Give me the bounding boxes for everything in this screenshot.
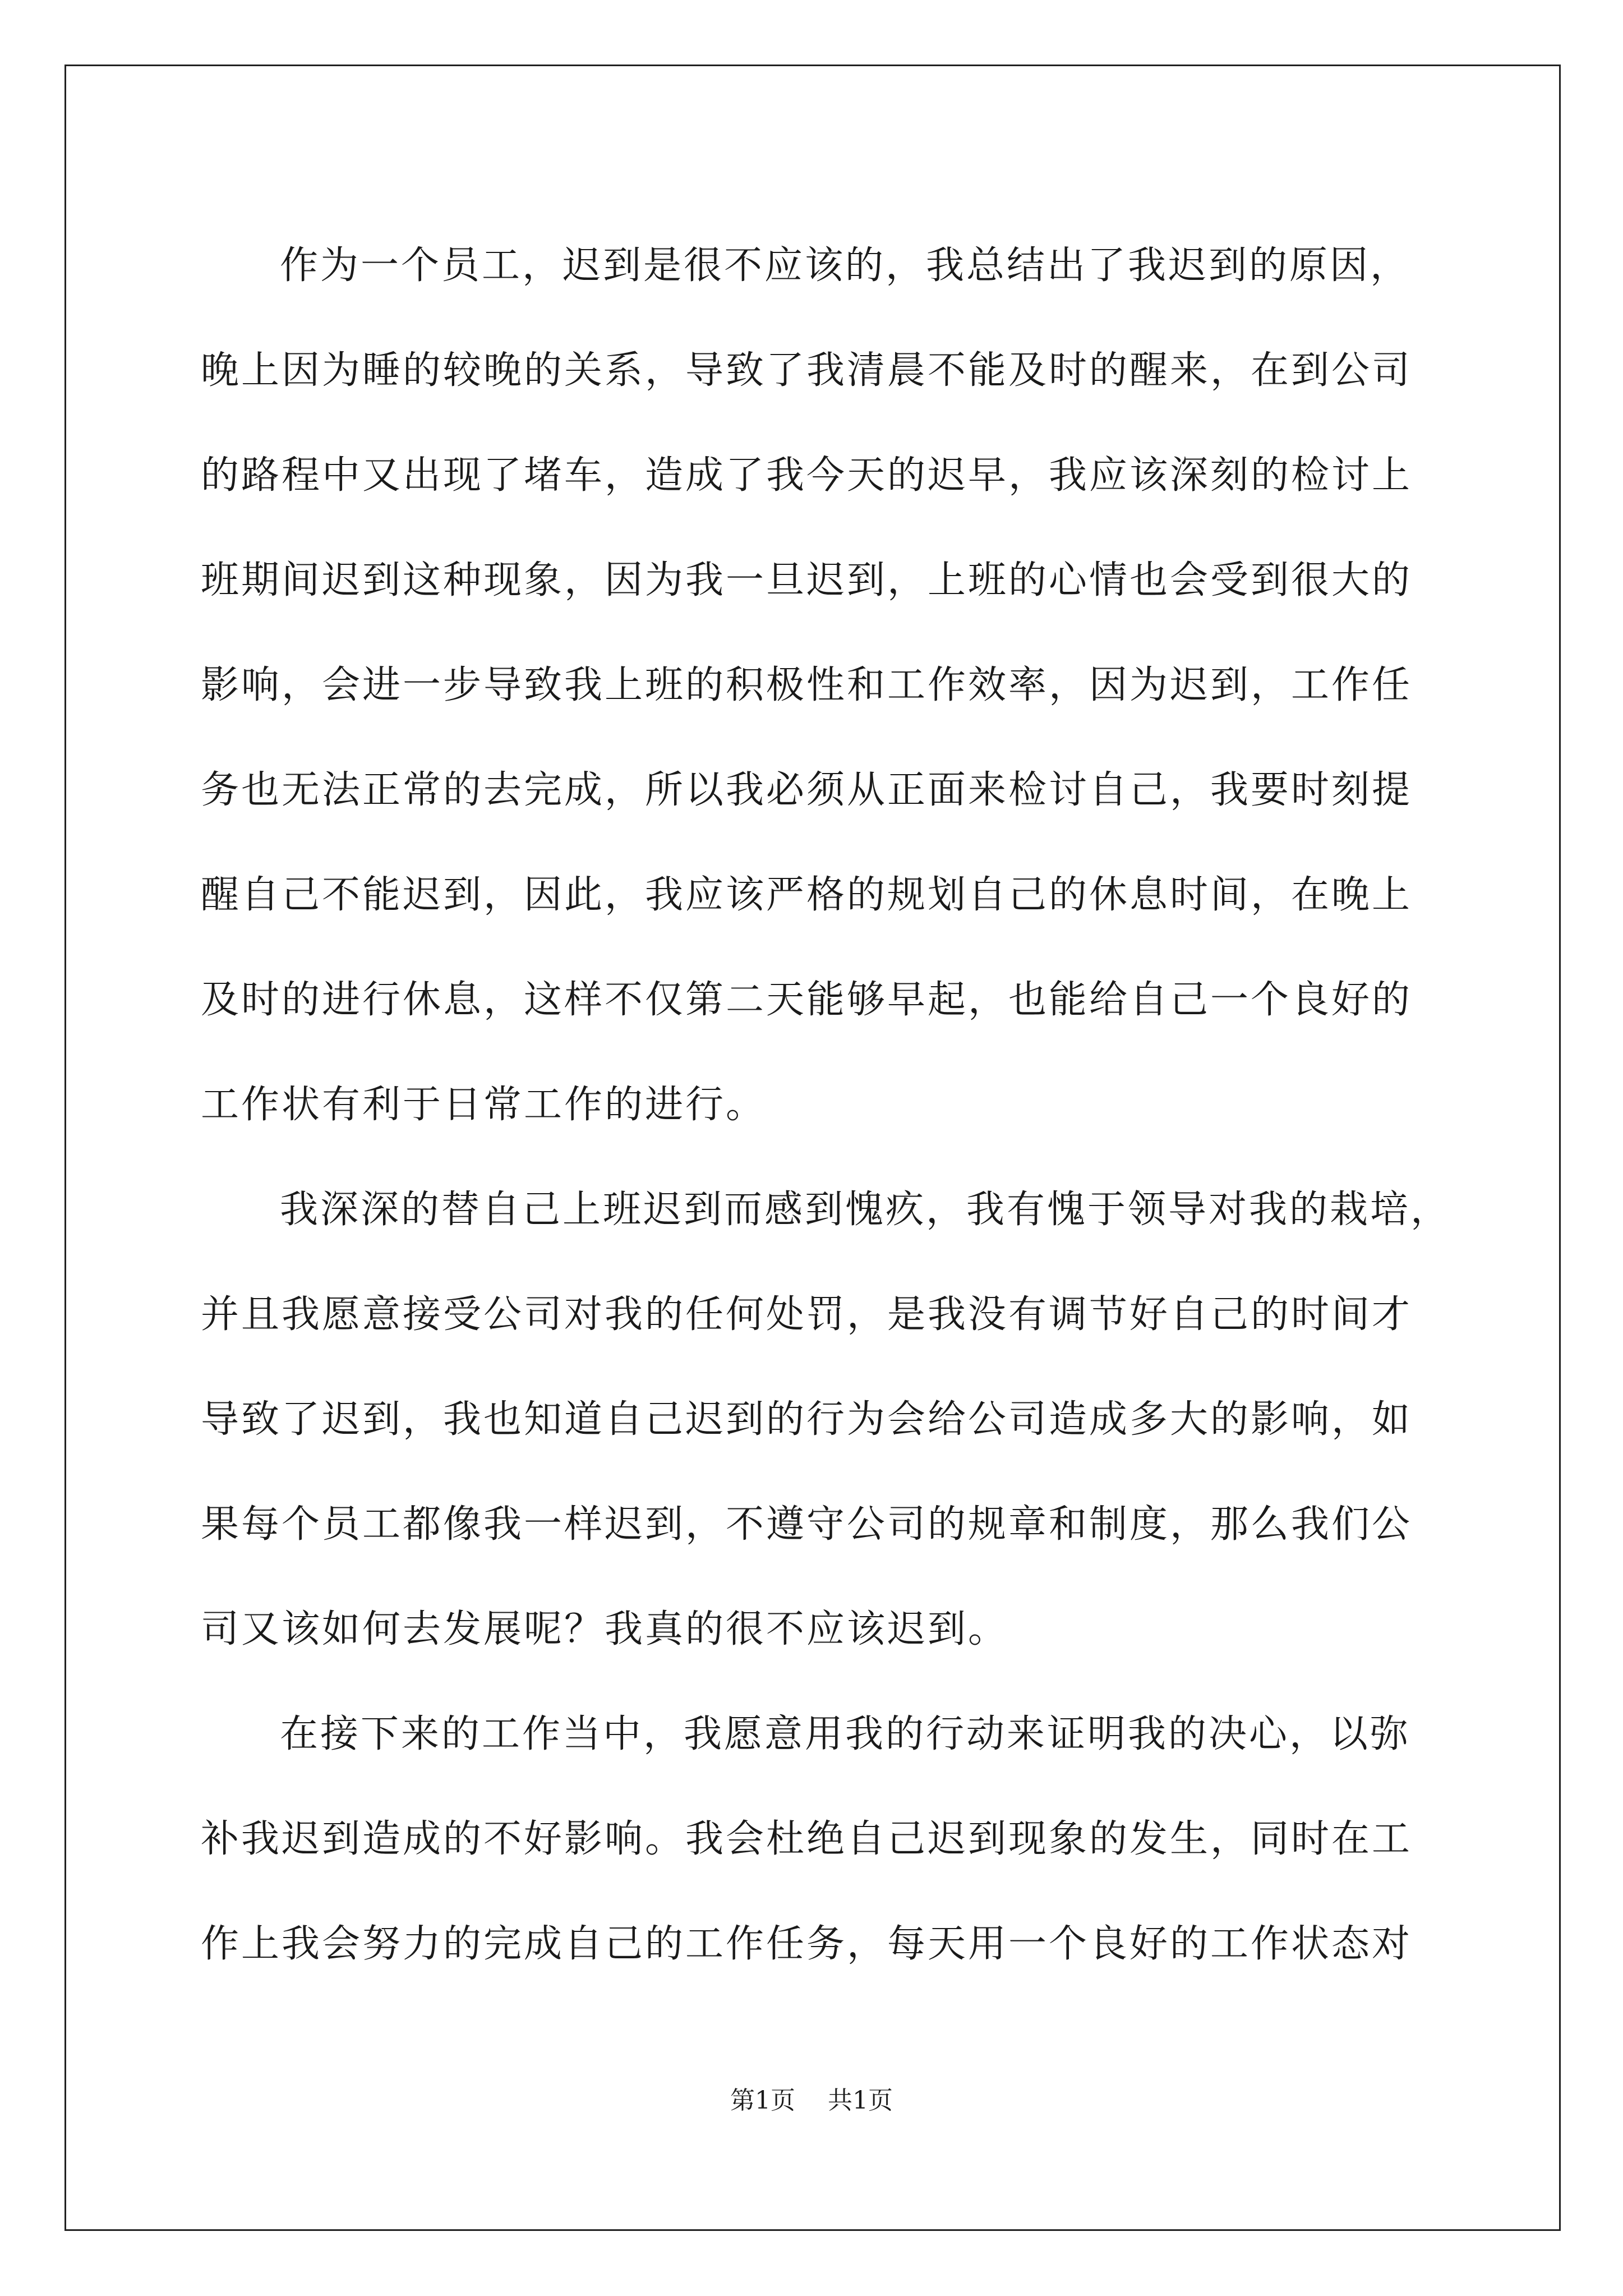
text-line: 作上我会努力的完成自己的工作任务，每天用一个良好的工作状态对 [201, 1922, 1413, 1966]
text-line: 并且我愿意接受公司对我的任何处罚，是我没有调节好自己的时间才 [201, 1292, 1413, 1337]
document-body [201, 213, 1451, 1996]
paragraph-2 [201, 1157, 1451, 1682]
text-line: 醒自己不能迟到，因此，我应该严格的规划自己的休息时间，在晚上 [201, 873, 1413, 917]
text-line: 司又该如何去发展呢？我真的很不应该迟到。 [201, 1607, 1009, 1651]
text-line: 班期间迟到这种现象，因为我一旦迟到，上班的心情也会受到很大的 [201, 558, 1413, 602]
page-total: 共1页 [828, 2086, 893, 2115]
text-line: 作为一个员工，迟到是很不应该的，我总结出了我迟到的原因， [280, 243, 1411, 288]
text-line: 导致了迟到，我也知道自己迟到的行为会给公司造成多大的影响，如 [201, 1397, 1413, 1442]
paragraph-3 [201, 1682, 1435, 1996]
text-line: 果每个员工都像我一样迟到，不遵守公司的规章和制度，那么我们公 [201, 1502, 1413, 1547]
text-line: 的路程中又出现了堵车，造成了我今天的迟早，我应该深刻的检讨上 [201, 453, 1413, 498]
text-line: 晚上因为睡的较晚的关系，导致了我清晨不能及时的醒来，在到公司 [201, 348, 1413, 393]
page-number: 第1页 [730, 2086, 795, 2115]
text-line: 影响，会进一步导致我上班的积极性和工作效率，因为迟到，工作任 [201, 663, 1413, 707]
text-line: 补我迟到造成的不好影响。我会杜绝自己迟到现象的发生，同时在工 [201, 1817, 1413, 1861]
page-footer [0, 2084, 1623, 2118]
text-line: 及时的进行休息，这样不仅第二天能够早起，也能给自己一个良好的 [201, 978, 1413, 1022]
text-line: 在接下来的工作当中，我愿意用我的行动来证明我的决心，以弥 [280, 1712, 1411, 1756]
text-line: 我深深的替自己上班迟到而感到愧疚，我有愧于领导对我的栽培， [280, 1188, 1451, 1232]
paragraph-1 [201, 213, 1435, 1157]
text-line: 务也无法正常的去完成，所以我必须从正面来检讨自己，我要时刻提 [201, 768, 1413, 812]
text-line: 工作状有利于日常工作的进行。 [201, 1083, 767, 1127]
